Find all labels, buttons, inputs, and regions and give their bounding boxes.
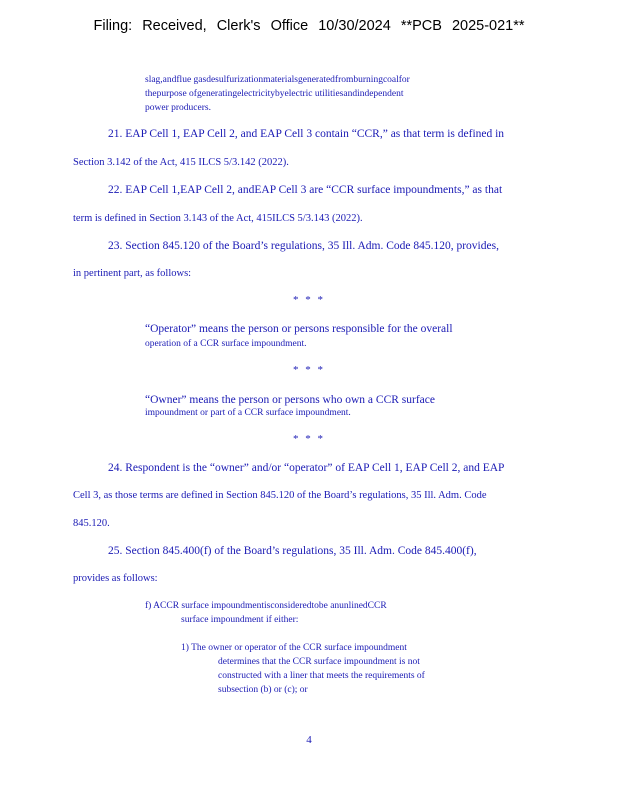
quote-line: thepurpose ofgeneratingelectricitybyelectric utilitiesandindependent (145, 89, 404, 99)
page-number: 4 (306, 734, 312, 746)
section-break-stars: * * * (293, 364, 325, 376)
paragraph-23-line-2: in pertinent part, as follows: (73, 268, 192, 279)
item-1-line-2: determines that the CCR surface impoundment is not (218, 657, 420, 667)
operator-definition-line-1: “Operator” means the person or persons responsible for the overall (145, 323, 453, 335)
paragraph-22-line-1: 22. EAP Cell 1,EAP Cell 2, andEAP Cell 3 are “CCR surface impoundments,” as that (108, 184, 503, 196)
paragraph-22-line-2: term is defined in Section 3.143 of the Act, 415ILCS 5/3.143 (2022). (73, 213, 363, 224)
section-break-stars: * * * (293, 433, 325, 445)
paragraph-24-line-3: 845.120. (73, 518, 110, 529)
operator-definition-line-2: operation of a CCR surface impoundment. (145, 339, 307, 349)
item-1-line-4: subsection (b) or (c); or (218, 685, 308, 695)
paragraph-25-line-1: 25. Section 845.400(f) of the Board’s regulations, 35 Ill. Adm. Code 845.400(f), (108, 545, 477, 557)
owner-definition-line-2: impoundment or part of a CCR surface impoundment. (145, 408, 351, 418)
subsection-f-line-2: surface impoundment if either: (181, 615, 299, 625)
quote-line: power producers. (145, 103, 211, 113)
paragraph-25-line-2: provides as follows: (73, 573, 158, 584)
paragraph-21-line-1: 21. EAP Cell 1, EAP Cell 2, and EAP Cell 3 contain “CCR,” as that term is defined in (108, 128, 505, 140)
paragraph-24-line-1: 24. Respondent is the “owner” and/or “operator” of EAP Cell 1, EAP Cell 2, and EAP (108, 462, 505, 474)
owner-definition-line-1: “Owner” means the person or persons who own a CCR surface (145, 394, 435, 406)
paragraph-21-line-2: Section 3.142 of the Act, 415 ILCS 5/3.142 (2022). (73, 157, 289, 168)
paragraph-23-line-1: 23. Section 845.120 of the Board’s regulations, 35 Ill. Adm. Code 845.120, provides, (108, 240, 499, 252)
paragraph-24-line-2: Cell 3, as those terms are defined in Section 845.120 of the Board’s regulations, 35 Ill. Adm. Code (73, 490, 487, 501)
quote-line: slag,andflue gasdesulfurizationmaterialsgeneratedfromburningcoalfor (145, 75, 410, 85)
section-break-stars: * * * (293, 294, 325, 306)
item-1-line-1: 1) The owner or operator of the CCR surface impoundment (181, 643, 407, 653)
item-1-line-3: constructed with a liner that meets the requirements of (218, 671, 425, 681)
subsection-f-line-1: f) ACCR surface impoundmentisconsideredtobe anunlinedCCR (145, 601, 387, 611)
filing-header: Filing: Received, Clerk's Office 10/30/2024 **PCB 2025-021** (93, 18, 525, 34)
